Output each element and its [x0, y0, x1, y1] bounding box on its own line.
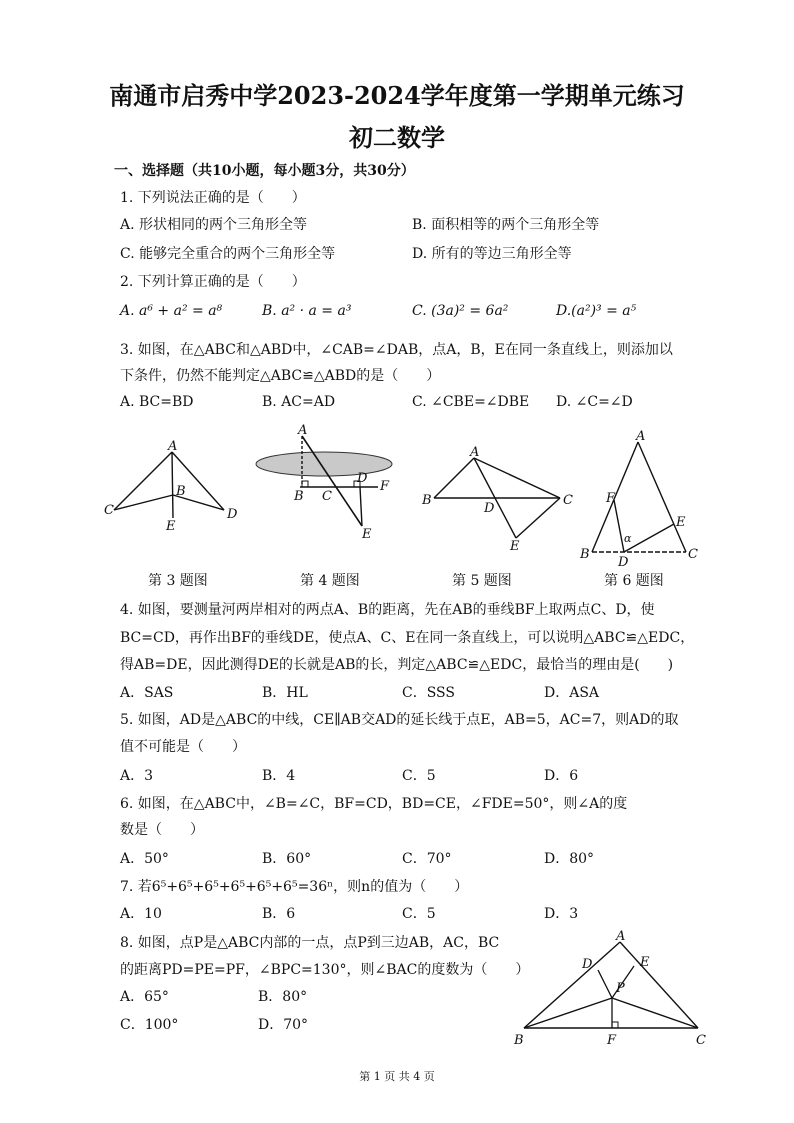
q2-stem: 2. 下列计算正确的是（ ）	[120, 274, 306, 290]
q1-option-b: B. 面积相等的两个三角形全等	[412, 217, 600, 233]
q3-option-c: C. ∠CBE=∠DBE	[412, 394, 530, 410]
svg-text:C: C	[322, 489, 332, 504]
q4-option-c: C．SSS	[402, 685, 455, 701]
figure-6-caption: 第 6 题图	[604, 573, 664, 589]
q6-option-a: A．50°	[120, 851, 169, 867]
q5-line1: 5. 如图，AD是△ABC的中线，CE∥AB交AD的延长线于点E，AB=5，AC=7，则AD的取	[120, 712, 679, 728]
q8-option-c: C．100°	[120, 1017, 179, 1033]
svg-text:B: B	[294, 489, 304, 504]
svg-text:E: E	[640, 955, 650, 970]
q3-line2: 下条件，仍然不能判定△ABC≌△ABD的是（ ）	[120, 368, 441, 384]
svg-text:α: α	[624, 532, 632, 545]
figure-8	[512, 930, 712, 1050]
svg-text:C: C	[563, 493, 573, 508]
q6-option-c: C．70°	[402, 851, 452, 867]
svg-text:D: D	[484, 501, 495, 516]
svg-text:E: E	[166, 519, 176, 534]
q5-option-c: C．5	[402, 768, 436, 784]
svg-text:C: C	[104, 503, 114, 518]
svg-text:E: E	[676, 515, 686, 530]
page-title: 南通市启秀中学2023-2024学年度第一学期单元练习	[109, 81, 685, 110]
q8-line2: 的距离PD=PE=PF，∠BPC=130°，则∠BAC的度数为（ ）	[120, 962, 530, 978]
q8-line1: 8. 如图，点P是△ABC内部的一点，点P到三边AB，AC，BC	[120, 935, 500, 951]
q4-option-a: A．SAS	[120, 685, 174, 701]
q2-option-b: B. a² · a = a³	[262, 303, 352, 319]
q6-option-b: B．60°	[262, 851, 312, 867]
svg-text:A: A	[298, 424, 308, 438]
svg-text:A: A	[470, 445, 480, 460]
svg-text:P: P	[616, 981, 625, 996]
q1-stem: 1. 下列说法正确的是（ ）	[120, 190, 306, 206]
svg-text:D: D	[582, 957, 593, 972]
svg-text:B: B	[580, 547, 590, 562]
q7-option-c: C．5	[402, 906, 436, 922]
figure-5	[420, 444, 580, 559]
q3-option-a: A. BC=BD	[120, 394, 194, 410]
q6-option-d: D．80°	[544, 851, 595, 867]
svg-text:F: F	[606, 491, 616, 506]
svg-text:C: C	[688, 547, 698, 562]
figure-4	[252, 424, 412, 554]
svg-text:A: A	[616, 930, 626, 944]
q2-option-d: D.(a²)³ = a⁵	[556, 303, 637, 319]
q4-line3: 得AB=DE，因此测得DE的长就是AB的长，判定△ABC≌△EDC，最恰当的理由是( )	[120, 657, 674, 673]
figure-4-caption: 第 4 题图	[300, 573, 360, 589]
q3-option-d: D. ∠C=∠D	[556, 394, 633, 410]
figure-5-caption: 第 5 题图	[452, 573, 512, 589]
svg-text:B: B	[514, 1033, 524, 1048]
q5-option-b: B．4	[262, 768, 296, 784]
q4-line1: 4. 如图，要测量河两岸相对的两点A、B的距离，先在AB的垂线BF上取两点C、D，使	[120, 602, 655, 618]
q6-line2: 数是（ ）	[120, 822, 204, 838]
page-subtitle: 初二数学	[349, 123, 445, 152]
q8-option-a: A．65°	[120, 989, 169, 1005]
svg-text:B: B	[422, 493, 432, 508]
svg-text:A: A	[168, 440, 178, 454]
page-footer: 第 1 页 共 4 页	[359, 1070, 435, 1083]
q4-option-b: B．HL	[262, 685, 308, 701]
svg-text:D: D	[227, 507, 238, 522]
q1-option-d: D. 所有的等边三角形全等	[412, 246, 572, 262]
svg-text:A: A	[636, 429, 646, 444]
q5-option-d: D．6	[544, 768, 579, 784]
svg-text:D: D	[618, 555, 629, 568]
q1-option-c: C. 能够完全重合的两个三角形全等	[120, 246, 336, 262]
svg-text:D: D	[357, 471, 368, 486]
q1-option-a: A. 形状相同的两个三角形全等	[120, 217, 308, 233]
svg-text:F: F	[380, 479, 390, 494]
svg-text:E: E	[510, 539, 520, 554]
q5-option-a: A．3	[120, 768, 154, 784]
q7-option-a: A．10	[120, 906, 162, 922]
q3-line1: 3. 如图，在△ABC和△ABD中，∠CAB=∠DAB，点A，B，E在同一条直线上，则添加以	[120, 342, 673, 358]
svg-text:F: F	[607, 1033, 617, 1048]
q7-option-d: D．3	[544, 906, 579, 922]
q8-option-b: B．80°	[258, 989, 308, 1005]
q6-line1: 6. 如图，在△ABC中，∠B=∠C，BF=CD，BD=CE，∠FDE=50°，则∠A的度	[120, 796, 628, 812]
q4-option-d: D．ASA	[544, 685, 600, 701]
svg-text:B: B	[176, 484, 186, 499]
figure-3	[100, 440, 250, 550]
q4-line2: BC=CD，再作出BF的垂线DE，使点A、C、E在同一条直线上，可以说明△ABC≌△EDC，	[120, 630, 695, 646]
q2-option-a: A. a⁶ + a² = a⁸	[120, 303, 223, 319]
q8-option-d: D．70°	[258, 1017, 309, 1033]
q3-option-b: B. AC=AD	[262, 394, 336, 410]
q2-option-c: C. (3a)² = 6a²	[412, 303, 509, 319]
figure-6	[574, 428, 704, 568]
q7-stem: 7. 若6⁵+6⁵+6⁵+6⁵+6⁵+6⁵=36ⁿ，则n的值为（ ）	[120, 879, 469, 895]
svg-text:C: C	[696, 1033, 706, 1048]
section-heading: 一、选择题（共10小题，每小题3分，共30分）	[114, 163, 415, 179]
q5-line2: 值不可能是（ ）	[120, 739, 246, 755]
figure-3-caption: 第 3 题图	[148, 573, 208, 589]
svg-text:E: E	[362, 527, 372, 542]
q7-option-b: B．6	[262, 906, 296, 922]
